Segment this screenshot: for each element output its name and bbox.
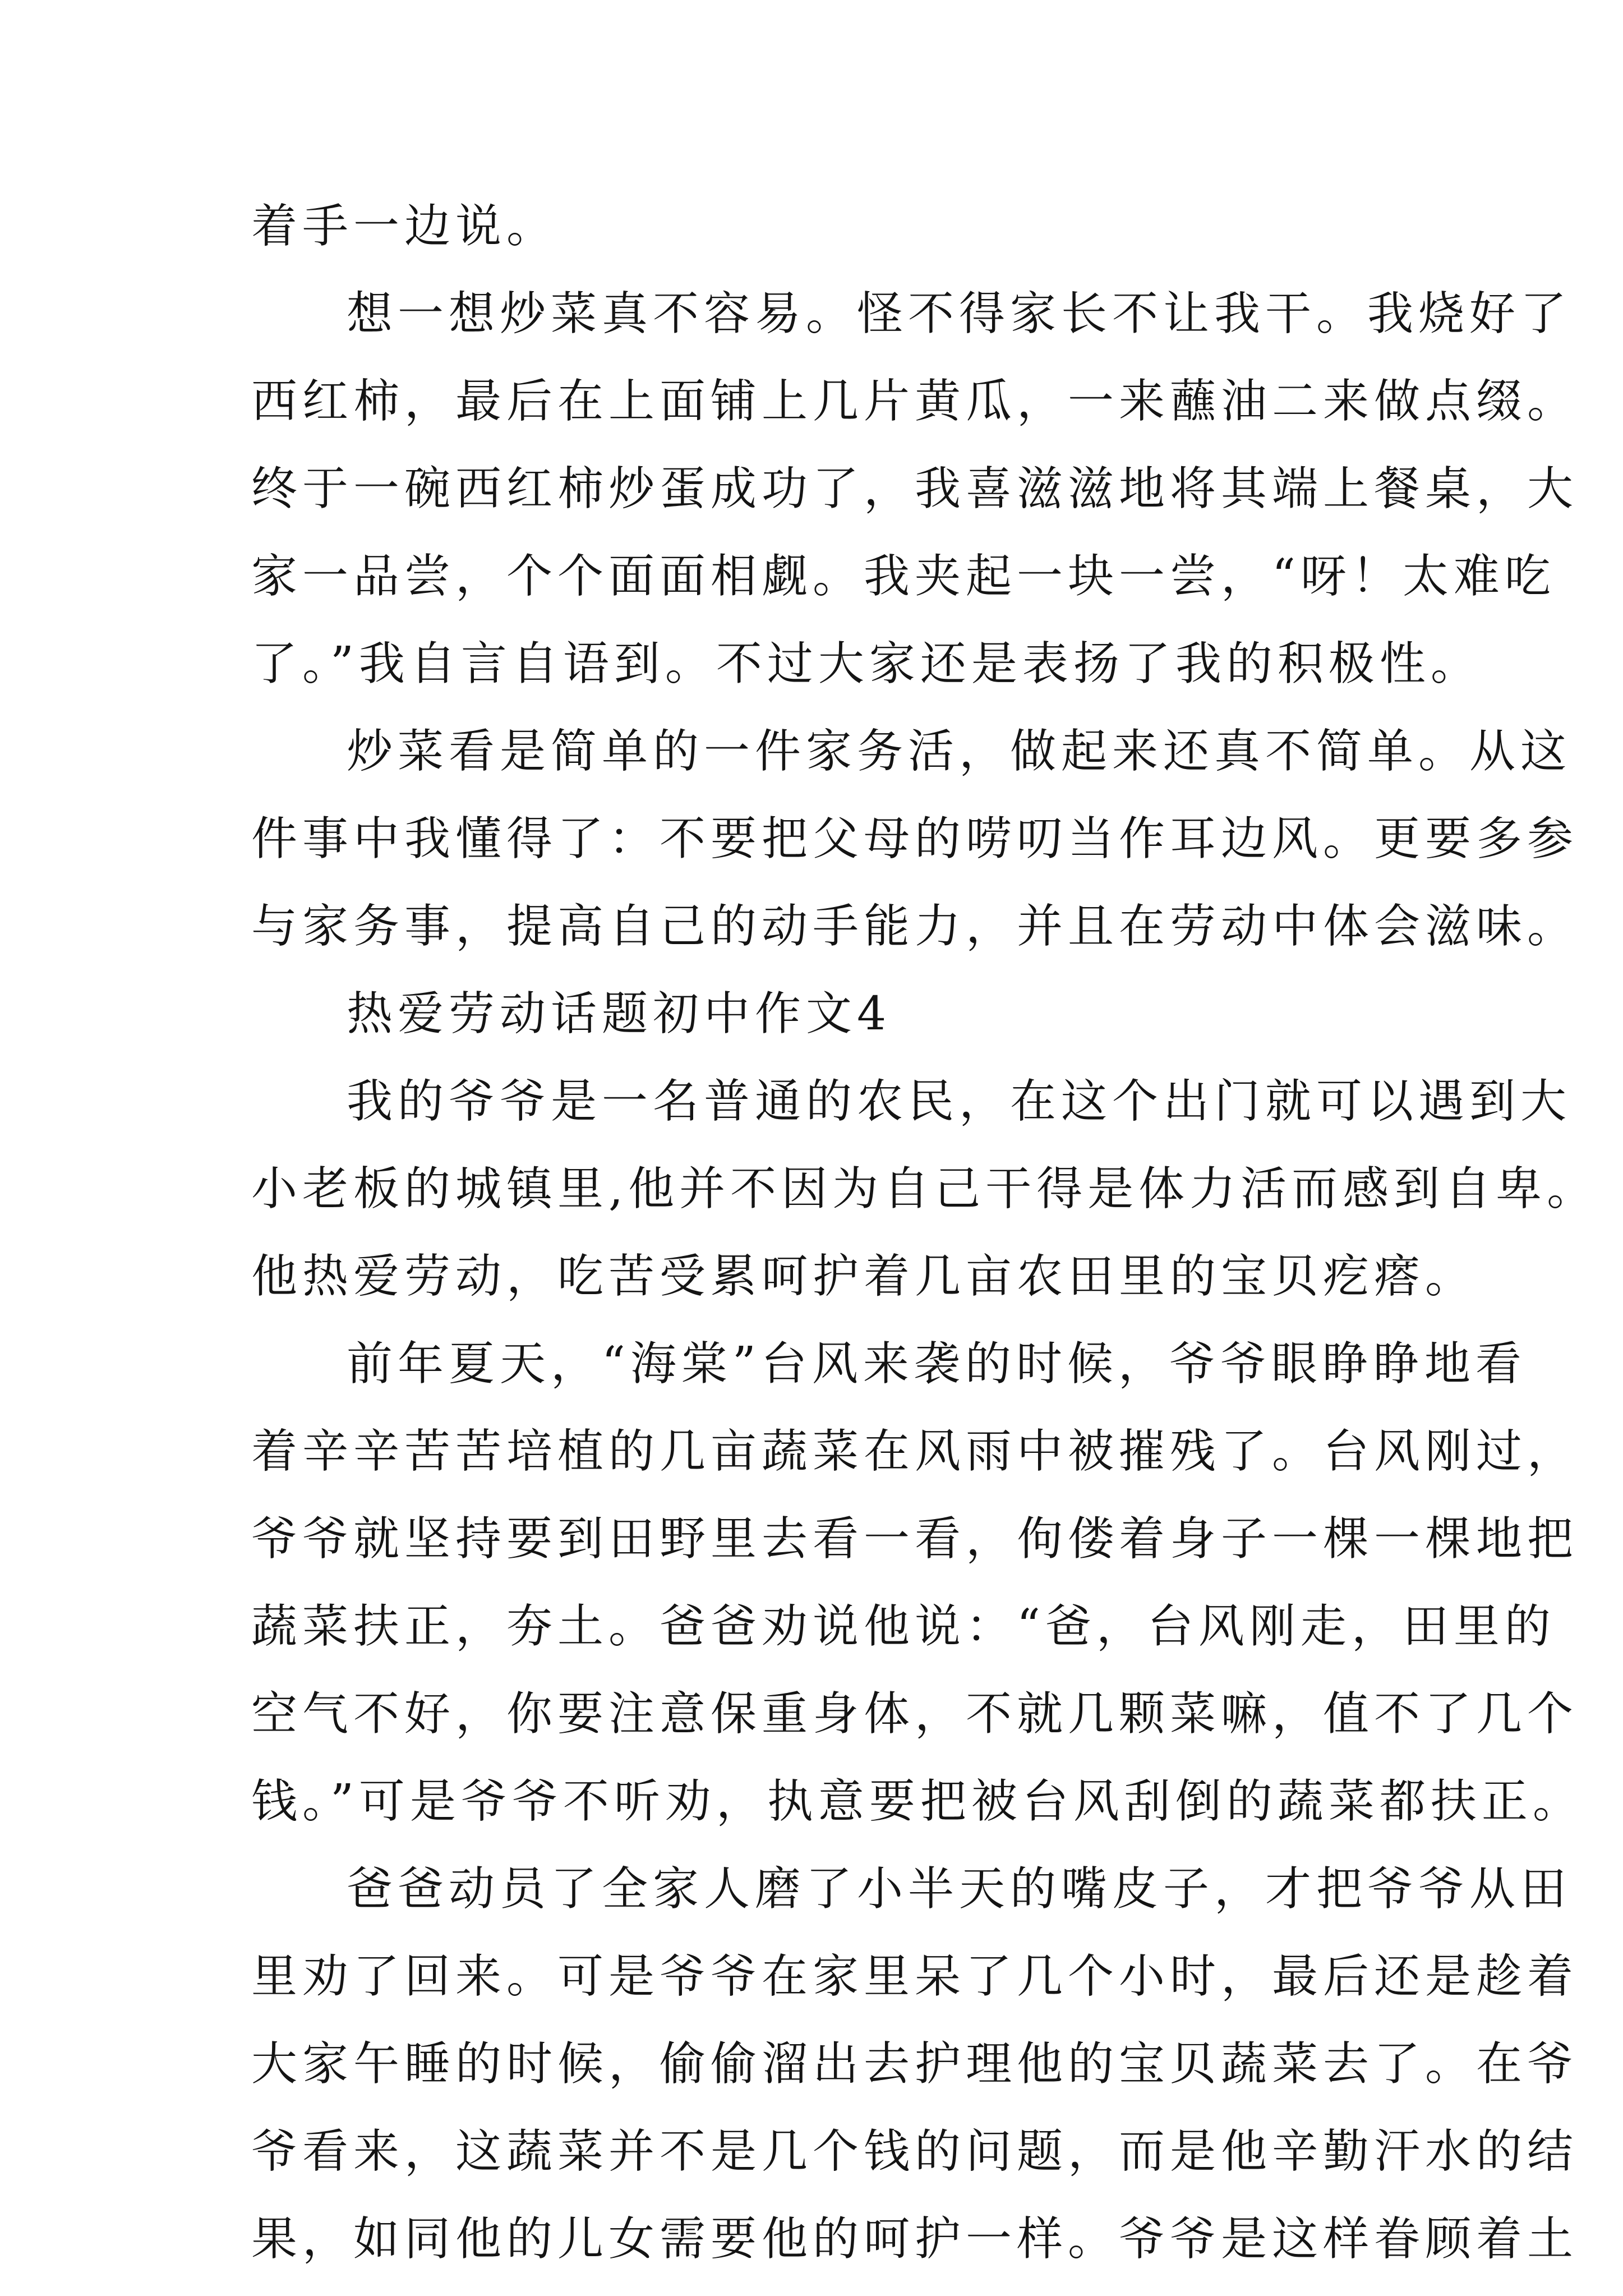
text-line: 他热爱劳动，吃苦受累呵护着几亩农田里的宝贝疙瘩。 [251, 1250, 1477, 1303]
text-line: 着手一边说。 [251, 200, 558, 253]
text-line: 与家务事，提高自己的动手能力，并且在劳动中体会滋味。 [251, 900, 1579, 953]
text-line: 钱。”可是爷爷不听劝，执意要把被台风刮倒的蔬菜都扶正。 [251, 1775, 1584, 1828]
text-line: 热爱劳动话题初中作文4 [347, 987, 892, 1041]
text-line: 果，如同他的儿女需要他的呵护一样。爷爷是这样眷顾着土 [251, 2212, 1579, 2266]
text-line: 着辛辛苦苦培植的几亩蔬菜在风雨中被摧残了。台风刚过， [251, 1425, 1579, 1478]
text-line: 里劝了回来。可是爷爷在家里呆了几个小时，最后还是趁着 [251, 1950, 1579, 2003]
text-line: 想一想炒菜真不容易。怪不得家长不让我干。我烧好了 [347, 287, 1572, 341]
text-line: 西红柿，最后在上面铺上几片黄瓜，一来蘸油二来做点缀。 [251, 375, 1579, 428]
text-line: 炒菜看是简单的一件家务活，做起来还真不简单。从这 [347, 725, 1572, 778]
body-text [251, 183, 1598, 2283]
text-line: 爷看来，这蔬菜并不是几个钱的问题，而是他辛勤汗水的结 [251, 2125, 1579, 2178]
text-line: 爷爷就坚持要到田野里去看一看，佝偻着身子一棵一棵地把 [251, 1512, 1579, 1566]
text-line: 爸爸动员了全家人磨了小半天的嘴皮子，才把爷爷从田 [347, 1862, 1572, 1916]
text-line: 了。”我自言自语到。不过大家还是表扬了我的积极性。 [251, 637, 1482, 691]
text-line: 我的爷爷是一名普通的农民，在这个出门就可以遇到大 [347, 1075, 1572, 1128]
text-line: 蔬菜扶正，夯土。爸爸劝说他说：“爸，台风刚走，田里的 [251, 1600, 1556, 1653]
text-line: 小老板的城镇里,他并不因为自己干得是体力活而感到自卑。 [251, 1162, 1598, 1216]
text-line: 前年夏天，“海棠”台风来袭的时候，爷爷眼睁睁地看 [347, 1337, 1527, 1391]
text-line: 大家午睡的时候，偷偷溜出去护理他的宝贝蔬菜去了。在爷 [251, 2037, 1579, 2091]
text-line: 终于一碗西红柿炒蛋成功了，我喜滋滋地将其端上餐桌，大 [251, 462, 1579, 516]
text-line: 件事中我懂得了：不要把父母的唠叨当作耳边风。更要多参 [251, 812, 1579, 866]
text-line: 空气不好，你要注意保重身体，不就几颗菜嘛，值不了几个 [251, 1687, 1579, 1741]
text-line: 家一品尝，个个面面相觑。我夹起一块一尝，“呀！太难吃 [251, 550, 1556, 603]
